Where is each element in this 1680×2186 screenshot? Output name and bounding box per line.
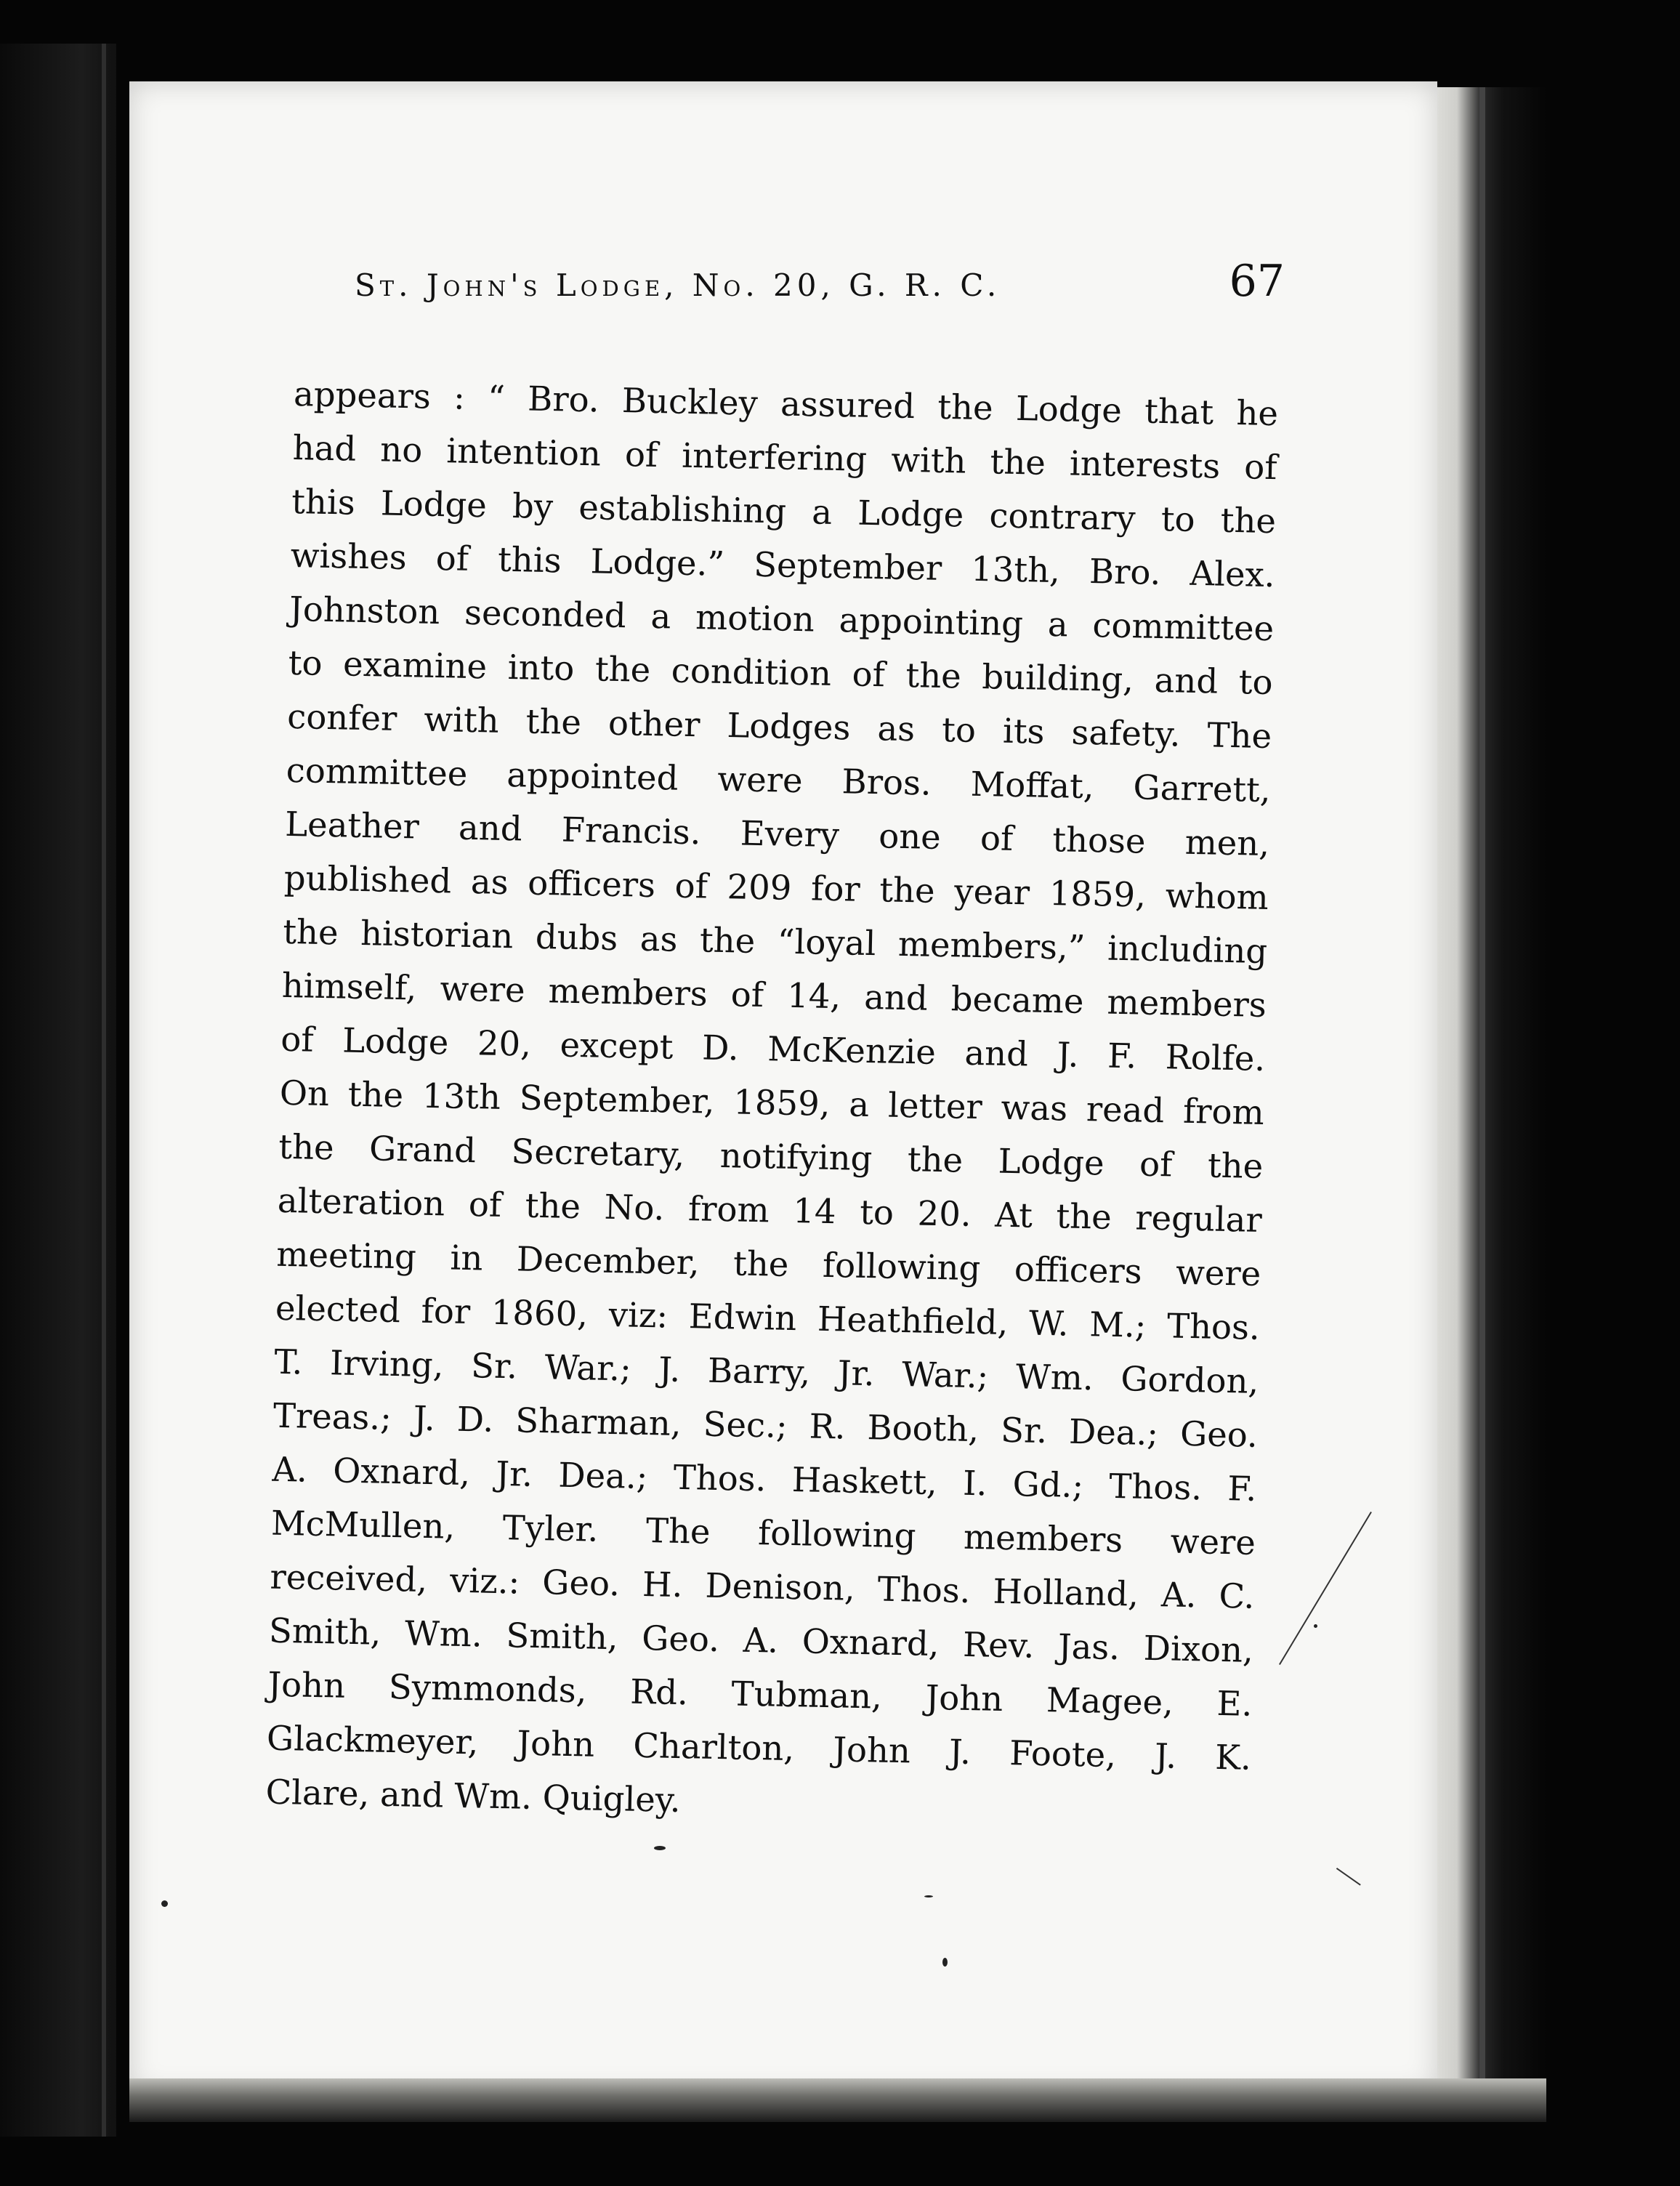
scan-speck bbox=[942, 1958, 948, 1967]
text-line: Treas.; J. D. Sharman, Sec.; R. Booth, Sr. Dea.; Geo. bbox=[272, 1395, 1259, 1455]
text-line: elected for 1860, viz: Edwin Heathfield, W. M.; Thos. bbox=[275, 1288, 1261, 1347]
text-line: of Lodge 20, except D. McKenzie and J. F. Rolfe. bbox=[280, 1019, 1266, 1079]
body-text bbox=[265, 367, 1279, 1839]
scan-speck bbox=[1314, 1624, 1317, 1628]
scan-speck bbox=[924, 1895, 933, 1897]
text-line: committee appointed were Bros. Moffat, Garrett, bbox=[286, 750, 1272, 810]
binding-edge-line bbox=[1479, 87, 1485, 2108]
text-line: the historian dubs as the “loyal members,” including bbox=[282, 911, 1268, 972]
text-line: alteration of the No. from 14 to 20. At the regular bbox=[277, 1180, 1263, 1240]
text-line: this Lodge by establishing a Lodge contrary to the bbox=[291, 481, 1277, 541]
text-line: published as officers of 209 for the year 1859, whom bbox=[283, 858, 1269, 918]
text-line: had no intention of interfering with the interests of bbox=[292, 427, 1278, 488]
text-line: Leather and Francis. Every one of those men, bbox=[284, 804, 1270, 864]
text-line: himself, were members of 14, and became members bbox=[281, 965, 1267, 1025]
text-line: McMullen, Tyler. The following members were bbox=[270, 1503, 1256, 1562]
page-bottom-edge bbox=[129, 2078, 1546, 2122]
text-line: appears : “ Bro. Buckley assured the Lodge that he bbox=[293, 374, 1279, 434]
text-line: T. Irving, Sr. War.; J. Barry, Jr. War.; Wm. Gordon, bbox=[273, 1342, 1259, 1401]
page-edge-line bbox=[102, 44, 106, 2137]
scan-speck bbox=[161, 1900, 168, 1907]
text-line: wishes of this Lodge.” September 13th, Bro. Alex. bbox=[290, 535, 1276, 595]
book-binding bbox=[1437, 87, 1546, 2108]
text-line: Smith, Wm. Smith, Geo. A. Oxnard, Rev. Jas. Dixon, bbox=[268, 1610, 1254, 1670]
scan-speck bbox=[654, 1846, 666, 1850]
running-title: St. John's Lodge, No. 20, G. R. C. bbox=[355, 267, 1001, 303]
text-line: to examine into the condition of the building, and to bbox=[288, 642, 1274, 703]
text-line: confer with the other Lodges as to its safety. The bbox=[286, 696, 1272, 757]
text-line: meeting in December, the following officers were bbox=[275, 1234, 1261, 1294]
text-line: John Symmonds, Rd. Tubman, John Magee, E. bbox=[267, 1664, 1253, 1724]
text-line: A. Oxnard, Jr. Dea.; Thos. Haskett, I. Gd.; Thos. F. bbox=[272, 1449, 1257, 1509]
text-line: Clare, and Wm. Quigley. bbox=[265, 1772, 682, 1820]
running-header bbox=[355, 217, 1285, 307]
text-line: received, viz.: Geo. H. Denison, Thos. Holland, A. C. bbox=[270, 1557, 1255, 1616]
text-line: Glackmeyer, John Charlton, John J. Foote, J. K. bbox=[266, 1718, 1252, 1778]
text-line: the Grand Secretary, notifying the Lodge of the bbox=[278, 1126, 1264, 1186]
text-line: On the 13th September, 1859, a letter was read from bbox=[279, 1073, 1265, 1132]
text-line: Johnston seconded a motion appointing a committee bbox=[288, 589, 1275, 649]
previous-page-edge bbox=[0, 44, 116, 2137]
page-number: 67 bbox=[1229, 256, 1285, 307]
